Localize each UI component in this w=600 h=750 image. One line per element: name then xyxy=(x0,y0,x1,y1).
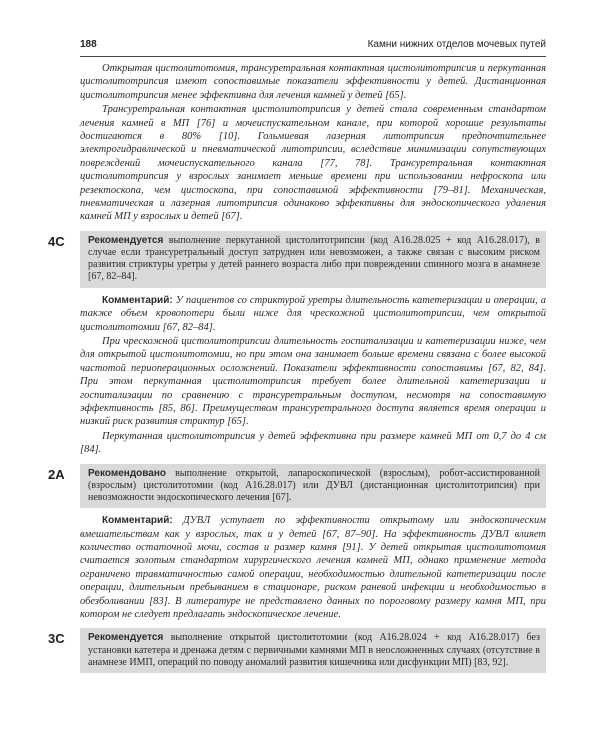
comment-text: У пациентов со стриктурой уретры длительность катетеризации и операции, а также объем кровопотери были ниже для чрескожной цистолитотрипсии, чем открытой цистолитотомии [67, 82–84]. xyxy=(80,294,546,333)
recommendation-box-percutaneous xyxy=(48,231,546,288)
comment-label: Комментарий: xyxy=(102,515,173,527)
chapter-title: Камни нижних отделов мочевых путей xyxy=(367,39,546,50)
recommendation-label: Рекомендовано xyxy=(88,467,167,479)
paragraph-cystolithotomy-comparison: Открытая цистолитотомия, трансуретральная контактная цистолитотрипсия и перкутанная цистолитотрипсия имеют сопоставимые показатели эффективности у детей. Дистанционная цистолитотрипсия менее эффективна для лечения камней у детей [65]. xyxy=(80,63,546,101)
page-number: 188 xyxy=(80,39,97,50)
evidence-level-badge: 3С xyxy=(48,631,65,647)
recommendation-text xyxy=(88,632,540,669)
comment-label: Комментарий: xyxy=(102,294,173,306)
recommendation-body: выполнение перкутанной цистолитотрипсии (код А16.28.025 + код А16.28.017), в случае если трансуретральный доступ затруднен или невозможен, а также связан с высоким риском развития стриктуры уретры у детей раннего возраста либо при повреждении спинного мозга в анамнезе [67, 82–84]. xyxy=(88,234,540,283)
recommendation-box-open-surgery xyxy=(48,464,546,509)
comment-paragraph-2: При чрескожной цистолитотрипсии длительность госпитализации и катетеризации ниже, чем для открытой цистолитотомии, но при этом она занимает больше времени связана с более высокой частотой периоперационных осложнений. Показатели эффективности сопоставимы [67, 82, 84]. При этом перкутанная цистолитотрипсия требует более длительной катетеризации и госпитализации по сравнению с трансуретральным доступом, несмотря на сопоставимую эффективность [85, 86]. Преимуществом трансуретрального доступа является время операции и низкий риск развития стриктур [65]. xyxy=(80,335,546,428)
evidence-level-badge: 4С xyxy=(48,233,65,249)
recommendation-body: выполнение открытой, лапароскопической (взрослым), робот-ассистированной (взрослым) цистолитотомии (код А16.28.017) или ДУВЛ (дистанционная цистолитотрипсия) при невозможности эндоскопического лечения [67]. xyxy=(88,467,540,503)
recommendation-text xyxy=(88,235,540,284)
comment-paragraph-3: Перкутанная цистолитотрипсия у детей эффективна при размере камней МП от 0,7 до 4 см [84]. xyxy=(80,430,546,456)
recommendation-label: Рекомендуется xyxy=(88,234,164,246)
comment-paragraph-swl xyxy=(80,514,546,621)
recommendation-box-no-catheter xyxy=(48,628,546,673)
comment-paragraph-1 xyxy=(80,294,546,334)
paragraph-transurethral-standard: Трансуретральная контактная цистолитотрипсия у детей стала современным стандартом лечения камней в МП [76] и мочеиспускательном канале, при которой хорошие результаты достигаются в 80% [10]. Гольмиевая лазерная литотрипсия предпочтительнее электрогидравлической и пневматической литотрипсии, вследствие минимизации сопутствующих повреждений мочеиспускательного канала [77, 78]. Трансуретральная контактная цистолитотрипсия у взрослых занимает меньше времени при использовании нефроскопа или резектоскопа, чем цистоскопа, при сопоставимой эффективности [79–81]. Механическая, пневматическая и лазерная литотрипсия одинаково эффективны для эндоскопического удаления камней МП у взрослых и детей [67]. xyxy=(80,104,546,223)
running-header xyxy=(80,38,546,57)
recommendation-label: Рекомендуется xyxy=(88,632,164,644)
comment-text: ДУВЛ уступает по эффективности открытому или эндоскопическим вмешательствам как у взрослых, так и у детей [67, 87–90]. На эффективность ДУВЛ влияет количество остаточной мочи, состав и размер камня [91]. У детей открытая цистолитотомия считается золотым стандартом хирургического лечения камней МП, однако применение метода ограничено травматичностью самой операции, необходимостью длительной катетеризации после операции, длительным пребыванием в стационаре, риском раневой инфекции и необходимостью в обезболивании [83]. В литературе не представлено данных по пороговому размеру камня МП, при котором не следует предлагать эндоскопическое лечение. xyxy=(80,515,546,621)
recommendation-text xyxy=(88,468,540,505)
evidence-level-badge: 2А xyxy=(48,466,65,482)
page-body xyxy=(48,62,546,679)
recommendation-body: выполнение открытой цистолитотомии (код А16.28.024 + код А16.28.017) без установки катетера и дренажа детям с первичными камнями МП в неосложненных случаях (отсутствие в анамнезе ИМП, операций по поводу аномалий развития кишечника или дисфункции МП) [83, 92]. xyxy=(88,632,540,668)
